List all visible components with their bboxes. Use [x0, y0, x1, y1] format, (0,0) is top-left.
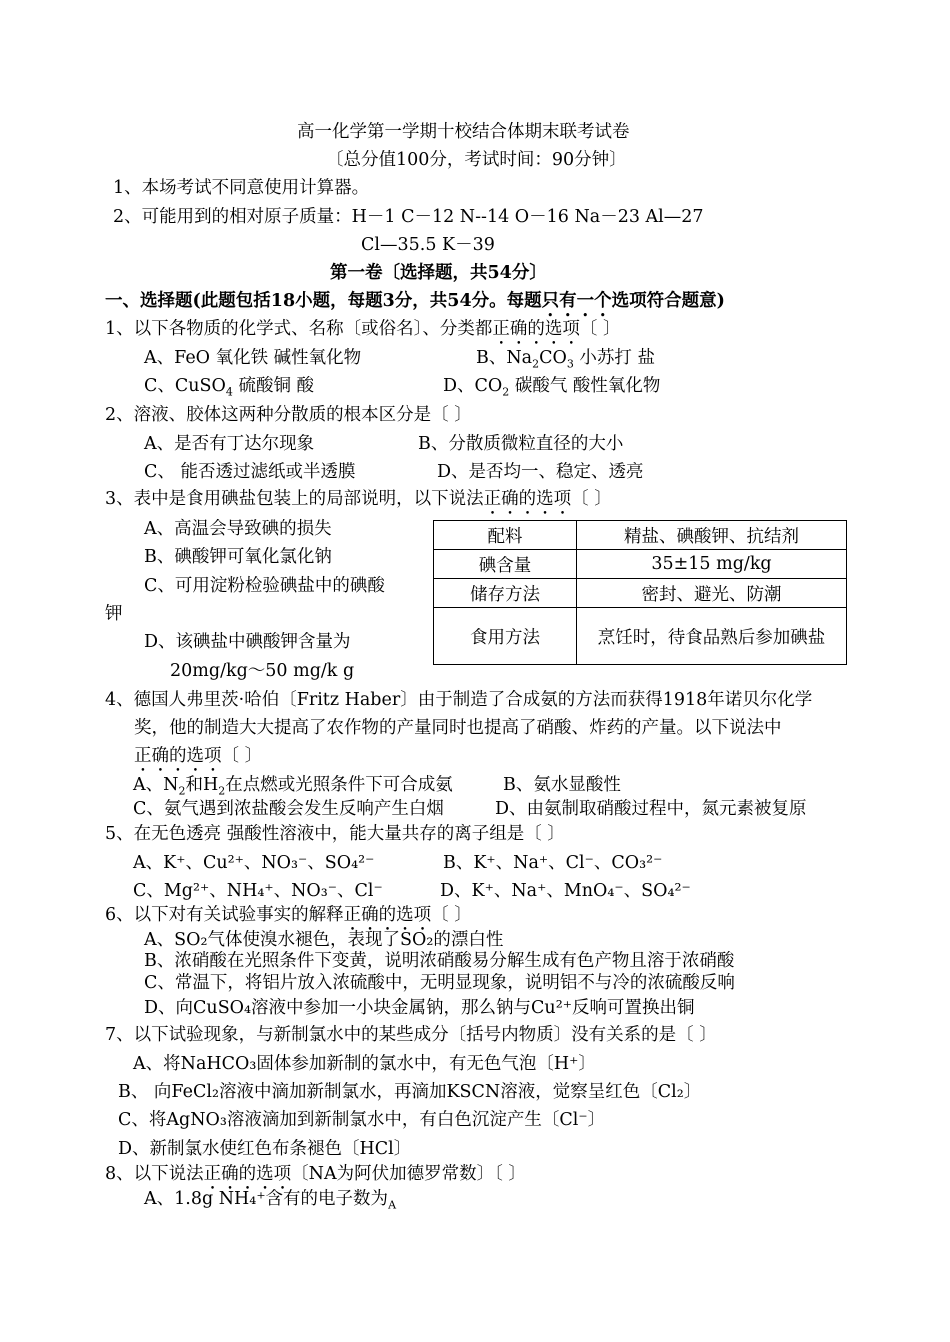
- q5-option-b: B、K⁺、Na⁺、Cl⁻、CO₃²⁻: [443, 853, 663, 873]
- q8-stem-emph: 正确的选项: [203, 1164, 292, 1184]
- part1-title: 第一卷〔选择题，共54分〕: [330, 263, 547, 283]
- q3-option-d-cont: 20mg/kg～50 mg/k g: [170, 661, 355, 681]
- q6-stem-a: 6、以下对有关试验事实的解释: [105, 905, 344, 925]
- section-heading-a: 一、选择题(此题包括18小题，每题3分，共54分。每题: [105, 291, 542, 311]
- q5-stem: 5、在无色透亮 强酸性溶液中，能大量共存的离子组是〔 〕: [105, 824, 565, 844]
- q6-option-d: D、向CuSO₄溶液中参加一小块金属钠，那么钠与Cu²⁺反响可置换出铜: [144, 998, 695, 1018]
- q7-stem: 7、以下试验现象，与新制氯水中的某些成分〔括号内物质〕没有关系的是〔 〕: [105, 1025, 717, 1045]
- q8-a-sub: A: [388, 1198, 397, 1212]
- q8-a-text: A、1.8g NH₄⁺含有的电子数为: [144, 1189, 389, 1209]
- q2-option-a: A、是否有丁达尔现象: [144, 434, 315, 454]
- q3-option-c-cont: 钾: [105, 604, 123, 624]
- q1-c-post: 硫酸铜 酸: [232, 376, 315, 396]
- table-cell-value: 烹饪时，待食品熟后参加碘盐: [577, 608, 847, 665]
- salt-label-table: [433, 520, 847, 665]
- q5-option-a: A、K⁺、Cu²⁺、NO₃⁻、SO₄²⁻: [133, 853, 375, 873]
- q6-option-a: A、SO₂气体使溴水褪色，表现了SO₂的漂白性: [144, 930, 504, 950]
- q7-option-b: B、 向FeCl₂溶液中滴加新制氯水，再滴加KSCN溶液，觉察呈红色〔Cl₂〕: [118, 1082, 702, 1102]
- q1-d-post: 碳酸气 酸性氧化物: [509, 376, 661, 396]
- q2-option-b: B、分散质微粒直径的大小: [418, 434, 624, 454]
- note-1: 1、本场考试不同意使用计算器。: [113, 178, 370, 198]
- table-cell-key: 储存方法: [434, 579, 577, 608]
- q4-option-c: C、氨气遇到浓盐酸会发生反响产生白烟: [133, 799, 444, 819]
- table-cell-value: 密封、避光、防潮: [577, 579, 847, 608]
- table-row: [434, 608, 847, 665]
- q1-option-a: A、FeO 氧化铁 碱性氧化物: [144, 348, 362, 368]
- q4-line-3-b: 〔 〕: [221, 746, 263, 766]
- q1-option-b: [476, 347, 655, 369]
- q7-option-d: D、新制氯水使红色布条褪色〔HCl〕: [118, 1139, 412, 1159]
- q4-line-3: [134, 745, 262, 776]
- q1-b-sub: 2: [532, 357, 540, 371]
- section-heading: [105, 290, 725, 321]
- page-subtitle: 〔总分值100分，考试时间：90分钟〕: [326, 150, 627, 170]
- q4-a-pre: A、N: [133, 775, 179, 795]
- table-cell-value: 精盐、碘酸钾、抗结剂: [577, 521, 847, 550]
- q4-a-sub2: 2: [218, 784, 226, 798]
- q6-stem-b: 〔 〕: [431, 905, 472, 925]
- note-2-cont: Cl—35.5 K－39: [361, 235, 495, 255]
- table-row: [434, 550, 847, 579]
- q5-option-c: C、Mg²⁺、NH₄⁺、NO₃⁻、Cl⁻: [133, 881, 383, 901]
- q1-stem-b: 〔 〕: [579, 319, 621, 339]
- section-heading-emph: 只有一个: [541, 291, 612, 311]
- table-cell-key: 食用方法: [434, 608, 577, 665]
- q4-option-d: D、由氨制取硝酸过程中，氮元素被复原: [495, 799, 807, 819]
- q1-stem-a: 1、以下各物质的化学式、名称〔或俗名〕、分类都: [105, 319, 493, 339]
- q4-option-b: B、氨水显酸性: [503, 775, 621, 795]
- q8-option-a: [144, 1188, 396, 1210]
- q4-line-1: 4、德国人弗里茨·哈伯〔Fritz Haber〕由于制造了合成氨的方法而获得1918年诺贝尔化学: [105, 690, 813, 710]
- q3-stem-a: 3、表中是食用碘盐包装上的局部说明，以下说法: [105, 489, 484, 509]
- q4-a-mid: 和H: [185, 775, 219, 795]
- q3-option-a: A、高温会导致碘的损失: [144, 519, 332, 539]
- q6-stem-emph: 正确的选项: [343, 905, 432, 925]
- q4-line-3-emph: 正确的选项: [134, 746, 222, 766]
- q4-line-2: 奖，他的制造大大提高了农作物的产量同时也提高了硝酸、炸药的产量。以下说法中: [134, 718, 782, 738]
- q7-option-a: A、将NaHCO₃固体参加新制的氯水中，有无色气泡〔H⁺〕: [133, 1054, 596, 1074]
- q1-b-sub2: 3: [566, 357, 574, 371]
- q1-b-mid: CO: [539, 348, 567, 368]
- q1-b-post: 小苏打 盐: [573, 348, 655, 368]
- table-row: [434, 521, 847, 550]
- q1-c-sub: 4: [225, 385, 233, 399]
- table-cell-value: 35±15 mg/kg: [577, 550, 847, 579]
- q3-stem-emph: 正确的选项: [483, 489, 572, 509]
- q1-b-pre: B、Na: [476, 348, 533, 368]
- q3-option-d: D、该碘盐中碘酸钾含量为: [144, 632, 351, 652]
- q3-option-b: B、碘酸钾可氧化氯化钠: [144, 547, 332, 567]
- q7-option-c: C、将AgNO₃溶液滴加到新制氯水中，有白色沉淀产生〔Cl⁻〕: [118, 1110, 606, 1130]
- q1-stem-emph: 正确的选项: [492, 319, 580, 339]
- q4-a-sub: 2: [178, 784, 186, 798]
- q2-option-c: C、 能否透过滤纸或半透膜: [144, 462, 356, 482]
- table-cell-key: 碘含量: [434, 550, 577, 579]
- q6-option-c: C、常温下，将铝片放入浓硫酸中，无明显现象，说明铝不与冷的浓硫酸反响: [144, 973, 735, 993]
- q1-d-sub: 2: [502, 385, 510, 399]
- q3-option-c: C、可用淀粉检验碘盐中的碘酸: [144, 576, 385, 596]
- q4-option-a: [133, 774, 453, 796]
- q3-stem: [105, 488, 612, 519]
- q1-stem: [105, 318, 620, 349]
- q5-option-d: D、K⁺、Na⁺、MnO₄⁻、SO₄²⁻: [440, 881, 691, 901]
- page-title: 高一化学第一学期十校结合体期末联考试卷: [297, 122, 630, 142]
- table-row: [434, 579, 847, 608]
- q8-stem-a: 8、以下说法: [105, 1164, 204, 1184]
- q8-stem-b: 〔NA为阿伏加德罗常数〕〔 〕: [291, 1164, 526, 1184]
- table-cell-key: 配料: [434, 521, 577, 550]
- q2-option-d: D、是否均一、稳定、透亮: [437, 462, 644, 482]
- q1-c-pre: C、CuSO: [144, 376, 226, 396]
- q1-d-pre: D、CO: [443, 376, 503, 396]
- q1-option-c: [144, 375, 314, 397]
- q6-option-b: B、浓硝酸在光照条件下变黄，说明浓硝酸易分解生成有色产物且溶于浓硝酸: [144, 951, 735, 971]
- q1-option-d: [443, 375, 660, 397]
- section-heading-b: 选项符合题意): [611, 291, 725, 311]
- q4-a-post: 在点燃或光照条件下可合成氨: [225, 775, 453, 795]
- note-2: 2、可能用到的相对原子质量：H－1 C－12 N--14 O－16 Na－23 Al—27: [113, 207, 704, 227]
- q3-stem-b: 〔 〕: [571, 489, 612, 509]
- q2-stem: 2、溶液、胶体这两种分散质的根本区分是〔 〕: [105, 405, 472, 425]
